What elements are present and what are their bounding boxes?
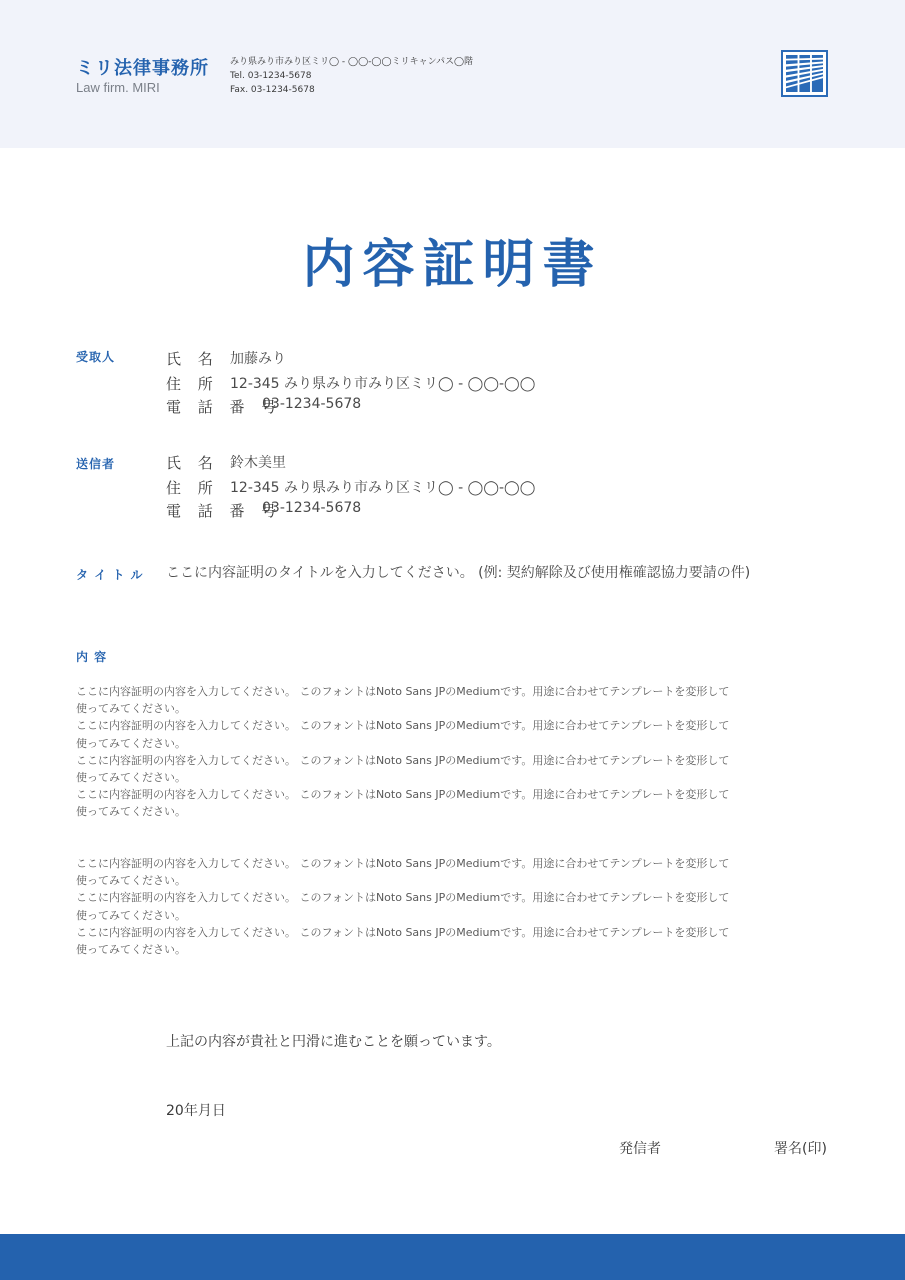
sender-address-label: 住 所 — [166, 479, 219, 497]
firm-name: ミリ法律事務所 — [76, 58, 209, 79]
closing-message: 上記の内容が貴社と円滑に進むことを願っています。 — [166, 1034, 501, 1050]
content-line: ここに内容証明の内容を入力してください。 このフォントはNoto Sans JPのMediumです。用途に合わせてテンプレートを変形して — [76, 719, 730, 733]
document-title: 内容証明書 — [302, 235, 603, 295]
recipient-address-label: 住 所 — [166, 375, 219, 393]
content-line: ここに内容証明の内容を入力してください。 このフォントはNoto Sans JPのMediumです。用途に合わせてテンプレートを変形して — [76, 857, 730, 870]
firm-address: みり県みり市みり区ミリ◯ - ◯◯-◯◯ミリキャンパス◯階 — [230, 57, 474, 67]
content-paragraph-2 — [76, 855, 816, 958]
recipient-name: 加藤みり — [230, 351, 286, 367]
recipient-phone: 03-1234-5678 — [262, 396, 362, 412]
title-section-label: タ イ ト ル — [76, 568, 144, 582]
content-line: 使ってみてください。 — [76, 908, 186, 922]
firm-contact — [230, 55, 473, 97]
recipient-section-label: 受取人 — [76, 350, 116, 364]
sender-section-label: 送信者 — [76, 457, 116, 471]
content-paragraph-1 — [76, 683, 816, 821]
firm-name-en: Law firm. MIRI — [76, 80, 160, 95]
letter-title-text: ここに内容証明のタイトルを入力してください。 (例: 契約解除及び使用権確認協力要請の件) — [166, 565, 751, 581]
sender-name-row — [166, 452, 286, 474]
content-line: ここに内容証明の内容を入力してください。 このフォントはNoto Sans JPのMediumです。用途に合わせてテンプレートを変形して — [76, 753, 730, 767]
date-field: 20年月日 — [166, 1103, 226, 1119]
recipient-name-label: 氏 名 — [166, 350, 219, 368]
content-line: ここに内容証明の内容を入力してください。 このフォントはNoto Sans JPのMediumです。用途に合わせてテンプレートを変形して — [76, 891, 730, 905]
recipient-address-row — [166, 373, 536, 395]
sender-phone: 03-1234-5678 — [262, 500, 362, 516]
content-section-label: 内 容 — [76, 650, 108, 664]
signature-seal-label: 署名(印) — [774, 1141, 827, 1157]
letterhead — [0, 0, 905, 148]
recipient-phone-row — [166, 396, 362, 418]
sender-address: 12-345 みり県みり市みり区ミリ◯ - ◯◯-◯◯ — [230, 480, 536, 496]
sender-address-row — [166, 477, 536, 499]
content-line: ここに内容証明の内容を入力してください。 このフォントはNoto Sans JPのMediumです。用途に合わせてテンプレートを変形して — [76, 788, 730, 802]
content-line: 使ってみてください。 — [76, 771, 186, 785]
recipient-name-row — [166, 348, 286, 370]
firm-fax: Fax. 03-1234-5678 — [230, 85, 315, 95]
content-line: ここに内容証明の内容を入力してください。 このフォントはNoto Sans JPのMediumです。用途に合わせてテンプレートを変形して — [76, 925, 730, 939]
firm-tel: Tel. 03-1234-5678 — [230, 71, 312, 81]
content-line: 使ってみてください。 — [76, 702, 186, 716]
sender-name-label: 氏 名 — [166, 454, 219, 472]
sender-phone-label: 電 話 番 号 — [166, 502, 283, 520]
content-line: 使ってみてください。 — [76, 874, 186, 888]
recipient-phone-label: 電 話 番 号 — [166, 398, 283, 416]
building-blinds-logo-icon — [781, 50, 828, 97]
content-line: 使ってみてください。 — [76, 805, 186, 819]
recipient-address: 12-345 みり県みり市みり区ミリ◯ - ◯◯-◯◯ — [230, 376, 536, 392]
footer-band — [0, 1234, 905, 1280]
sender-name: 鈴木美里 — [230, 455, 286, 471]
sender-phone-row — [166, 500, 362, 522]
content-line: ここに内容証明の内容を入力してください。 このフォントはNoto Sans JPのMediumです。用途に合わせてテンプレートを変形して — [76, 685, 730, 698]
content-line: 使ってみてください。 — [76, 943, 186, 957]
content-line: 使ってみてください。 — [76, 736, 186, 750]
issuer-label: 発信者 — [619, 1141, 661, 1157]
